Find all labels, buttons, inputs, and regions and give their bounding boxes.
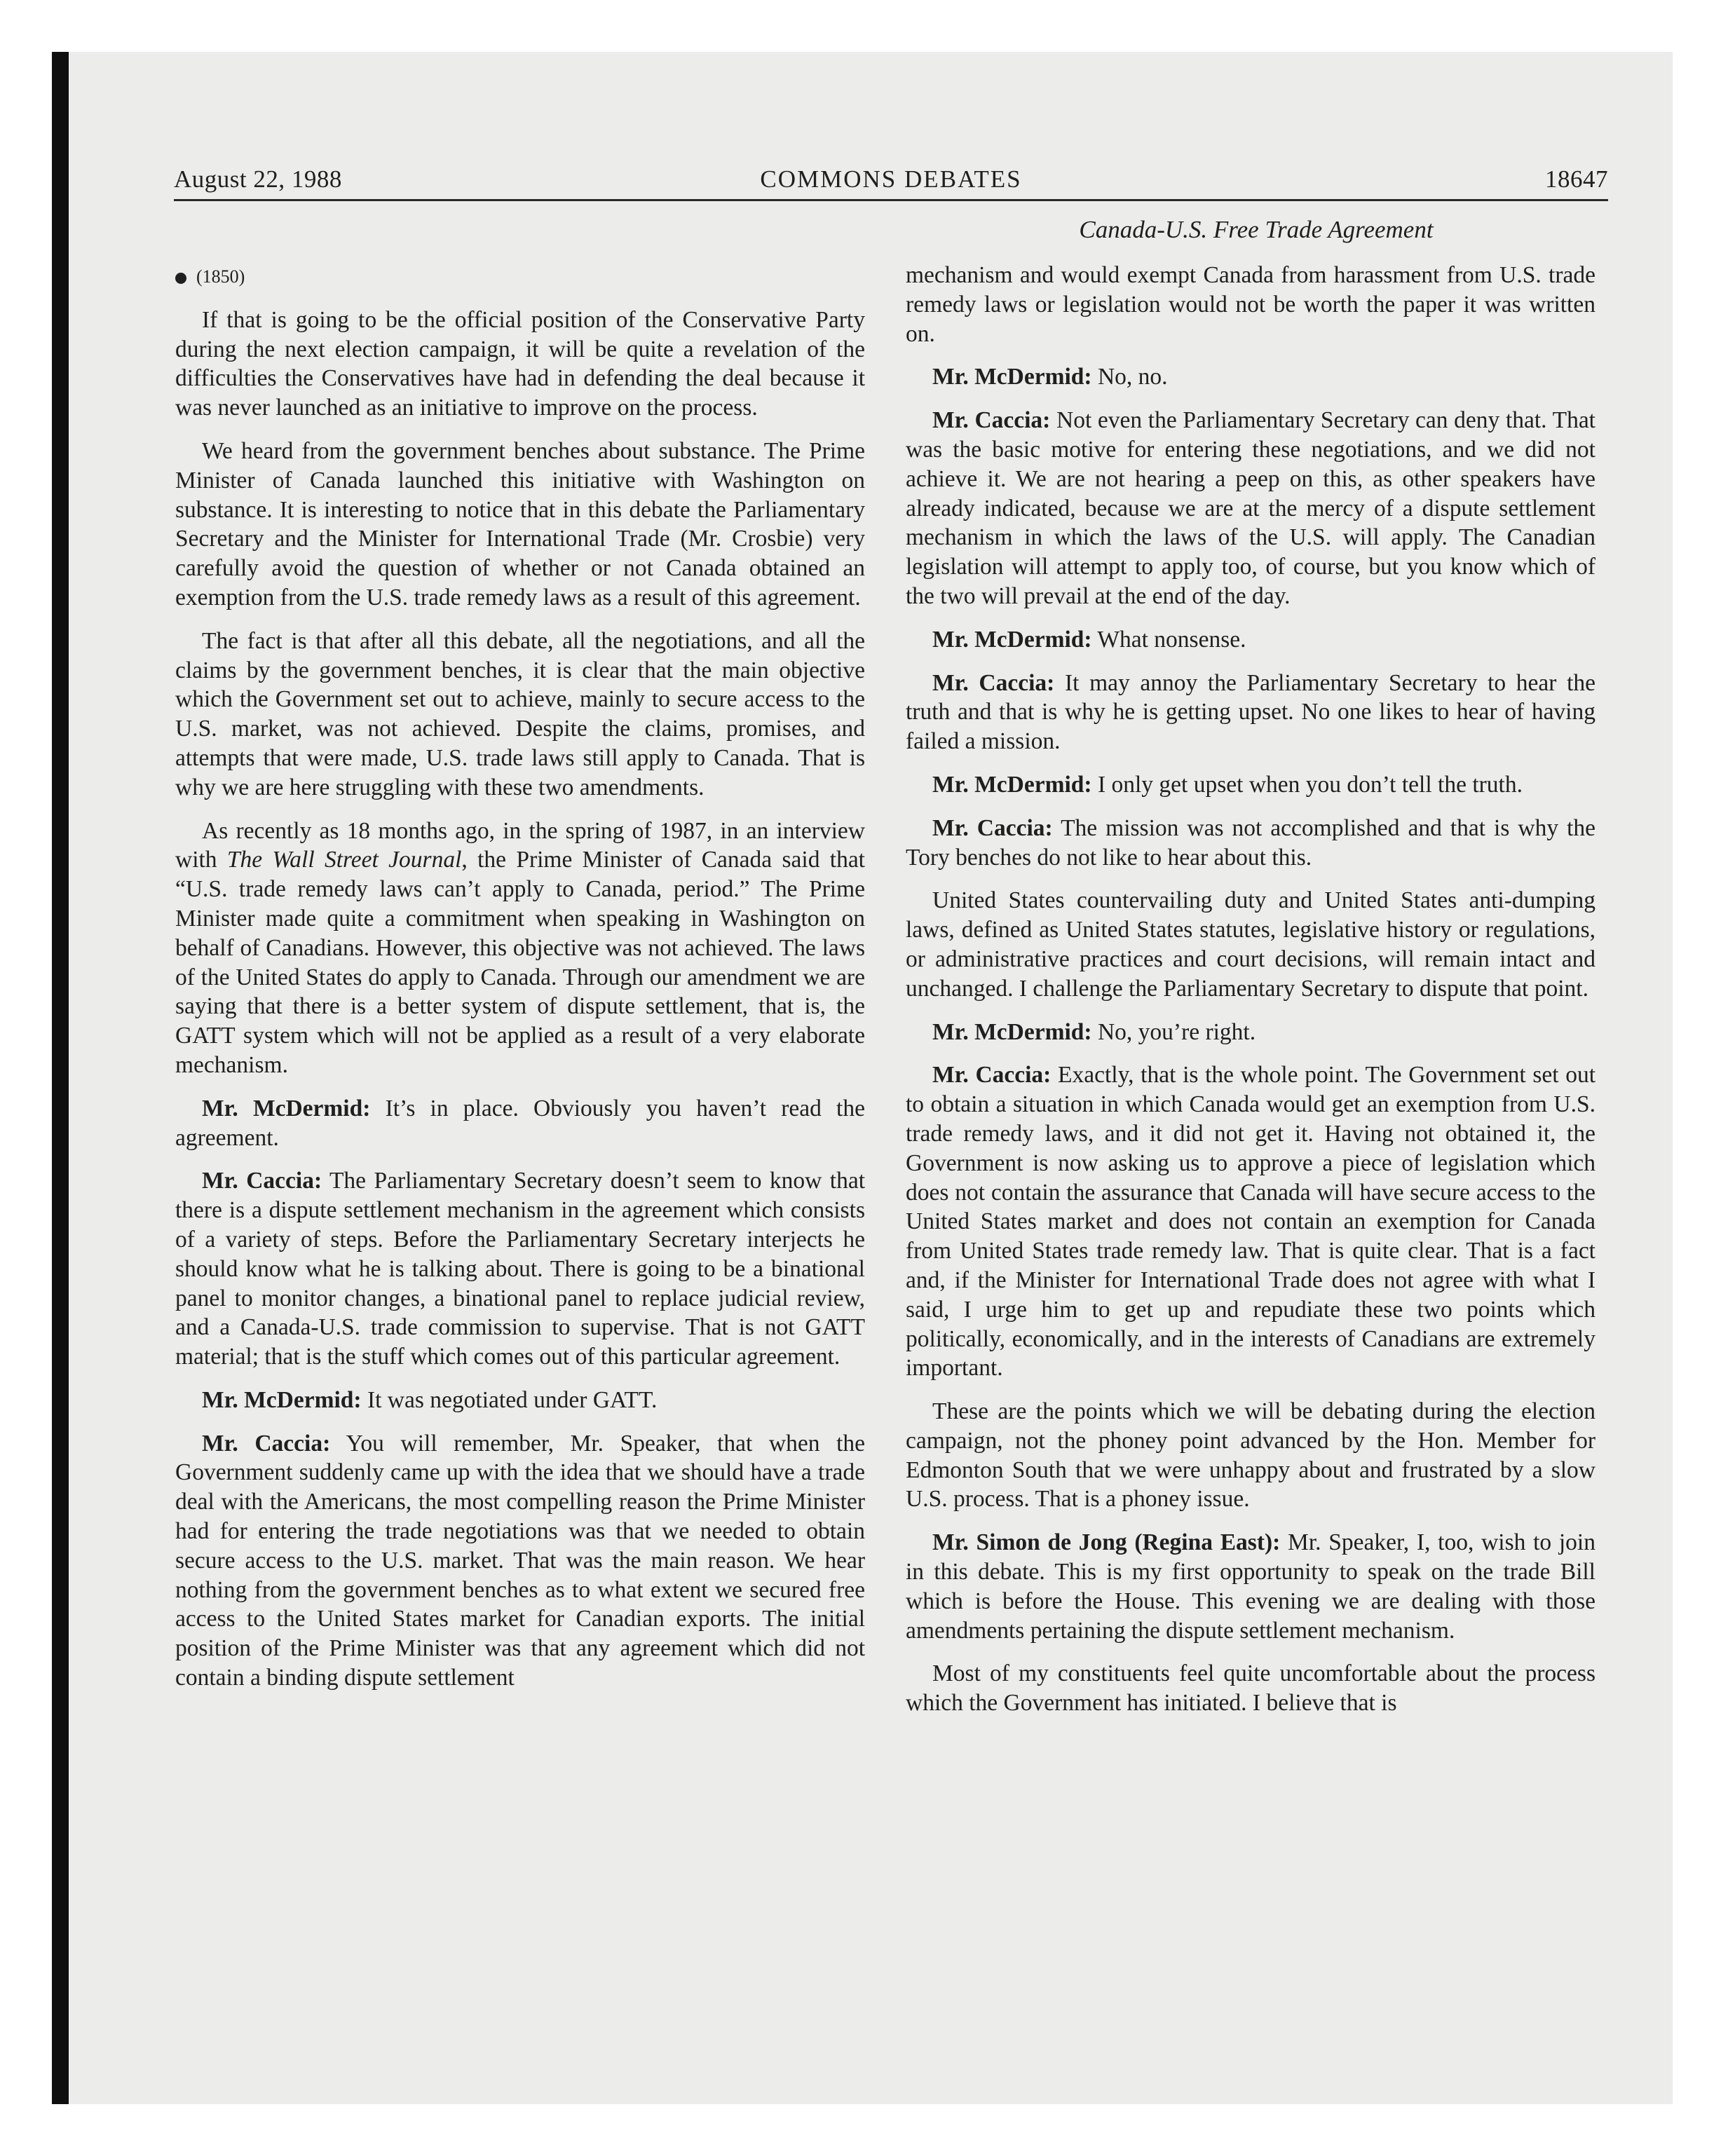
speech: Mr. McDermid: No, you’re right. [932,1018,1256,1045]
right-column [906,261,1595,1732]
speech: Mr. Caccia: The Parliamentary Secretary doesn’t seem to know that there is a dispute settlement mechanism in the agreement which consists of a variety of steps. Before the Parliamentary Secretary interjects he should know what he is talking about. There is going to be a binational panel to monitor changes, a binational panel to replace judicial review, and a Canada-U.S. trade commission to supervise. That is not GATT material; that is the stuff which comes out of this particular agreement. [175,1168,865,1370]
speaker-name: Mr. McDermid: [202,1386,362,1413]
speaker-name: Mr. McDermid: [202,1095,371,1121]
paragraph: As recently as 18 months ago, in the spring of 1987, in an interview with The Wall Street Journal, the Prime Minister of Canada said that “U.S. trade remedy laws can’t apply to Canada, period.” The Prime Minister made quite a commitment when speaking in Washington on behalf of Canadians. However, this objective was not achieved. The laws of the United States do apply to Canada. Through our amendment we are saying that there is a better system of dispute settlement, that is, the GATT system which will not be applied as a result of a very elaborate mechanism. [175,817,865,1078]
speaker-name: Mr. McDermid: [932,1018,1092,1045]
paragraph: mechanism and would exempt Canada from harassment from U.S. trade remedy laws or legislation would not be worth the paper it was written on. [906,262,1595,347]
speech: Mr. Caccia: You will remember, Mr. Speaker, that when the Government suddenly came up with the idea that we should have a trade deal with the Americans, the most compelling reason the Prime Minister had for entering the trade negotiations was that we needed to obtain secure access to the U.S. market. That was the main reason. We hear nothing from the government benches as to what extent we secured free access to the United States market for Canadian exports. The initial position of the Prime Minister was that any agreement which did not contain a binding dispute settlement [175,1430,865,1691]
time-stamp: (1850) [175,262,865,292]
speech: Mr. Caccia: The mission was not accomplished and that is why the Tory benches do not like to hear about this. [906,814,1595,871]
speaker-name: Mr. Caccia: [932,1062,1052,1089]
paragraph: The fact is that after all this debate, all the negotiations, and all the claims by the government benches, it is clear that the main objective which the Government set out to achieve, mainly to secure access to the U.S. market, was not achieved. Despite the claims, promises, and attempts that were made, U.S. trade laws still apply to Canada. That is why we are here struggling with these two amendments. [175,627,865,800]
speaker-name: Mr. McDermid: [932,771,1092,798]
left-column [175,261,865,1707]
header-title: COMMONS DEBATES [760,165,1022,193]
page-header [174,165,1608,198]
speech: Mr. Caccia: It may annoy the Parliamentary Secretary to hear the truth and that is why he is getting upset. No one likes to hear of having failed a mission. [906,669,1596,755]
bullet-icon [175,273,186,284]
paragraph: If that is going to be the official position of the Conservative Party during the next election campaign, it will be quite a revelation of the difficulties the Conservatives have had in defending the deal because it was never launched as an initiative to improve on the process. [175,306,865,421]
speaker-name: Mr. McDermid: [932,364,1092,390]
speech: Mr. McDermid: It was negotiated under GATT. [202,1386,658,1413]
speech: Mr. McDermid: What nonsense. [932,626,1246,653]
speech: Mr. McDermid: I only get upset when you don’t tell the truth. [932,771,1523,798]
paragraph: Most of my constituents feel quite uncomfortable about the process which the Government has initiated. I believe that is [906,1660,1595,1717]
speaker-name: Mr. Simon de Jong (Regina East): [932,1529,1281,1556]
binding-edge [52,52,69,2104]
paragraph: United States countervailing duty and United States anti-dumping laws, defined as United States statutes, legislative history or regulations, or administrative practices and court decisions, will remain intact and unchanged. I challenge the Parliamentary Secretary to dispute that point. [906,887,1595,1002]
speaker-name: Mr. Caccia: [932,669,1055,696]
speech: Mr. Simon de Jong (Regina East): Mr. Speaker, I, too, wish to join in this debate. This is my first opportunity to speak on the trade Bill which is before the House. This evening we are dealing with those amendments pertaining the dispute settlement mechanism. [906,1529,1595,1644]
speaker-name: Mr. Caccia: [932,814,1053,841]
running-head: Canada-U.S. Free Trade Agreement [1079,216,1434,243]
speaker-name: Mr. McDermid: [932,626,1092,653]
speech: Mr. McDermid: No, no. [932,364,1168,390]
header-date: August 22, 1988 [174,165,342,193]
paragraph: We heard from the government benches about substance. The Prime Minister of Canada launched this initiative with Washington on substance. It is interesting to notice that in this debate the Parliamentary Secretary and the Minister for International Trade (Mr. Crosbie) very carefully avoid the question of whether or not Canada obtained an exemption from the U.S. trade remedy laws as a result of this agreement. [175,437,865,610]
speech: Mr. Caccia: Not even the Parliamentary Secretary can deny that. That was the basic motive for entering these negotiations, and we did not achieve it. We are not hearing a peep on this, as other speakers have already indicated, because we are at the mercy of a dispute settlement mechanism in which the laws of the U.S. will apply. The Canadian legislation will attempt to apply too, of course, but you know which of the two will prevail at the end of the day. [906,407,1595,609]
publication-title: The Wall Street Journal [226,847,462,873]
page-number: 18647 [1545,165,1608,193]
speaker-name: Mr. Caccia: [202,1168,322,1194]
speaker-name: Mr. Caccia: [932,407,1051,434]
speaker-name: Mr. Caccia: [202,1430,331,1456]
header-rule [174,199,1608,201]
speech: Mr. Caccia: Exactly, that is the whole point. The Government set out to obtain a situation in which Canada would get an exemption from U.S. trade remedy laws, and it did not get it. Having not obtained it, the Government is now asking us to approve a piece of legislation which does not contain the assurance that Canada will have secure access to the United States market and does not contain an exemption for Canada from United States trade remedy law. That is quite clear. That is a fact and, if the Minister for International Trade does not agree with what I said, I urge him to get up and repudiate these two points which politically, economically, and in the interests of Canadians are extremely important. [906,1062,1595,1381]
paragraph: These are the points which we will be debating during the election campaign, not the phoney point advanced by the Hon. Member for Edmonton South that we were unhappy about and frustrated by a slow U.S. process. That is a phoney issue. [906,1398,1595,1513]
speech: Mr. McDermid: It’s in place. Obviously you haven’t read the agreement. [175,1095,865,1151]
